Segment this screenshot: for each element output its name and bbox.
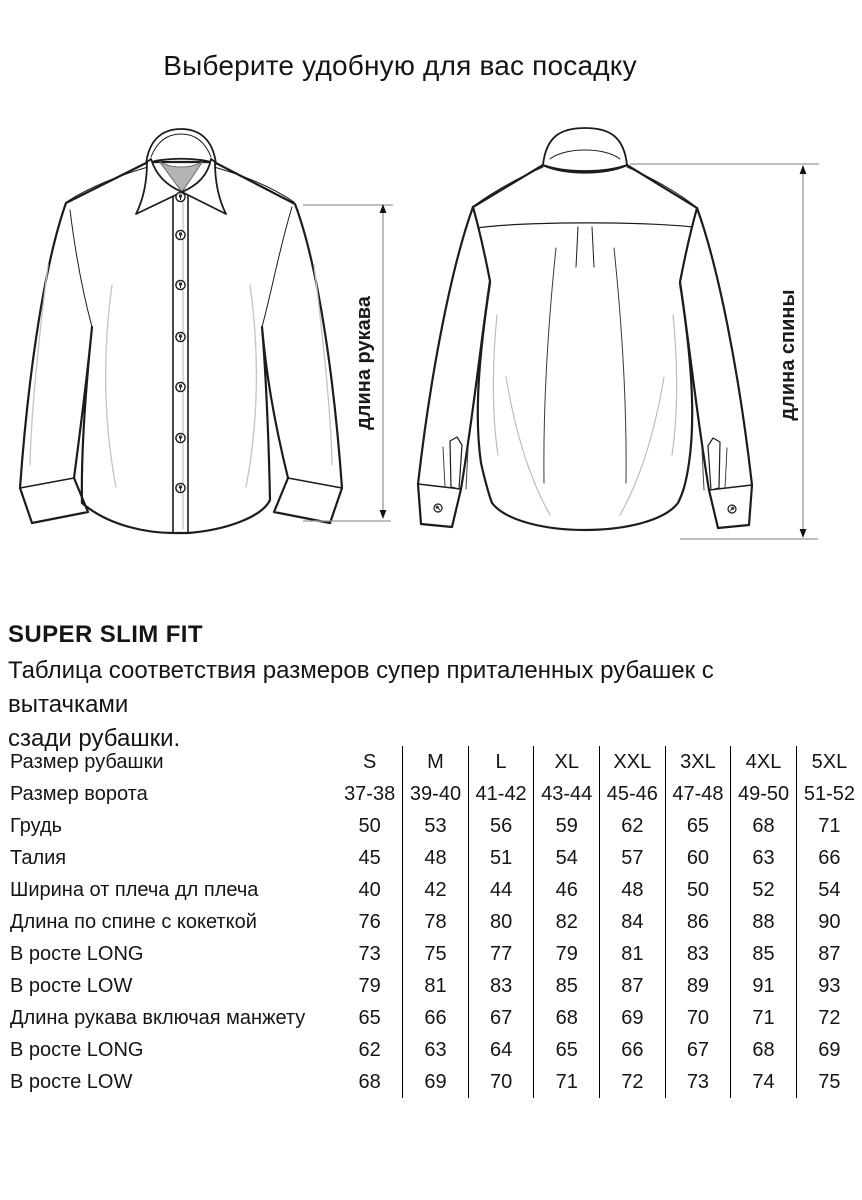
shirt-back-drawing (418, 128, 752, 530)
size-value-cell: 57 (600, 842, 666, 874)
size-value-cell: 72 (600, 1066, 666, 1098)
table-row (0, 906, 862, 938)
table-row (0, 842, 862, 874)
table-row (0, 1034, 862, 1066)
size-value-cell: 51-52 (803, 782, 855, 805)
size-value-cell: 40 (337, 874, 403, 906)
size-value-cell: 66 (403, 1002, 469, 1034)
size-value-cell: XL (534, 746, 600, 778)
size-value-cell: 37-38 (337, 778, 403, 810)
size-value-cell: L (468, 746, 534, 778)
row-label: Грудь (10, 814, 63, 837)
size-value-cell: 62 (600, 810, 666, 842)
row-label: В росте LONG (10, 942, 144, 965)
size-value-cell: 83 (665, 938, 731, 970)
row-label: Длина рукава включая манжету (10, 1006, 306, 1029)
description-line-1: Таблица соответствия размеров супер приталенных рубашек с вытачками (8, 657, 714, 718)
row-label: Талия (10, 846, 67, 869)
size-value-cell: 87 (818, 942, 841, 965)
table-row (0, 970, 862, 1002)
size-value-cell: 41-42 (468, 778, 534, 810)
row-label: Ширина от плеча дл плеча (10, 878, 259, 901)
row-label: Размер ворота (10, 782, 148, 805)
arrow-down-icon (800, 529, 807, 538)
table-row (0, 874, 862, 906)
table-row (0, 746, 862, 778)
size-value-cell: 50 (665, 874, 731, 906)
size-value-cell: 48 (403, 842, 469, 874)
size-value-cell: 44 (468, 874, 534, 906)
back-length-label: длина спины (777, 289, 799, 421)
size-value-cell: 63 (731, 842, 797, 874)
size-value-cell: M (403, 746, 469, 778)
size-value-cell: 80 (468, 906, 534, 938)
size-value-cell: 4XL (731, 746, 797, 778)
size-value-cell: XXL (600, 746, 666, 778)
size-value-cell: 73 (337, 938, 403, 970)
size-value-cell: 72 (818, 1006, 841, 1029)
size-value-cell: 50 (337, 810, 403, 842)
size-value-cell: 49-50 (731, 778, 797, 810)
size-value-cell: 66 (818, 846, 841, 869)
size-value-cell: 62 (337, 1034, 403, 1066)
size-value-cell: 69 (600, 1002, 666, 1034)
size-value-cell: 48 (600, 874, 666, 906)
size-value-cell: 59 (534, 810, 600, 842)
size-value-cell: 63 (403, 1034, 469, 1066)
size-value-cell: 68 (731, 1034, 797, 1066)
size-value-cell: 52 (731, 874, 797, 906)
row-label: В росте LOW (10, 1070, 133, 1093)
size-value-cell: 79 (337, 970, 403, 1002)
size-value-cell: 85 (534, 970, 600, 1002)
size-value-cell: 90 (818, 910, 841, 933)
table-row (0, 778, 862, 810)
size-value-cell: 74 (731, 1066, 797, 1098)
row-label: В росте LOW (10, 974, 133, 997)
size-value-cell: 68 (731, 810, 797, 842)
table-row (0, 1002, 862, 1034)
size-value-cell: 65 (337, 1002, 403, 1034)
size-value-cell: 64 (468, 1034, 534, 1066)
row-label: В росте LONG (10, 1038, 144, 1061)
size-value-cell: 73 (665, 1066, 731, 1098)
size-value-cell: S (337, 746, 403, 778)
size-value-cell: 47-48 (665, 778, 731, 810)
size-value-cell: 39-40 (403, 778, 469, 810)
arrow-up-icon (800, 165, 807, 174)
size-value-cell: 45-46 (600, 778, 666, 810)
size-value-cell: 81 (600, 938, 666, 970)
size-table (0, 746, 862, 1098)
size-value-cell: 42 (403, 874, 469, 906)
size-value-cell: 68 (337, 1066, 403, 1098)
table-row (0, 810, 862, 842)
row-label: Длина по спине с кокеткой (10, 910, 257, 933)
table-row (0, 938, 862, 970)
size-value-cell: 69 (818, 1038, 841, 1061)
size-value-cell: 85 (731, 938, 797, 970)
size-value-cell: 91 (731, 970, 797, 1002)
size-value-cell: 46 (534, 874, 600, 906)
size-value-cell: 54 (534, 842, 600, 874)
size-value-cell: 88 (731, 906, 797, 938)
size-value-cell: 68 (534, 1002, 600, 1034)
shirt-diagrams (0, 115, 862, 585)
size-value-cell: 71 (818, 814, 841, 837)
size-value-cell: 75 (818, 1070, 841, 1093)
size-value-cell: 76 (337, 906, 403, 938)
size-value-cell: 71 (731, 1002, 797, 1034)
size-value-cell: 45 (337, 842, 403, 874)
size-value-cell: 75 (403, 938, 469, 970)
size-value-cell: 81 (403, 970, 469, 1002)
size-value-cell: 83 (468, 970, 534, 1002)
size-value-cell: 69 (403, 1066, 469, 1098)
size-value-cell: 89 (665, 970, 731, 1002)
size-value-cell: 54 (818, 878, 841, 901)
size-value-cell: 70 (468, 1066, 534, 1098)
table-row (0, 1066, 862, 1098)
page-title: Выберите удобную для вас посадку (163, 50, 637, 81)
size-value-cell: 3XL (665, 746, 731, 778)
size-value-cell: 43-44 (534, 778, 600, 810)
size-value-cell: 79 (534, 938, 600, 970)
shirt-front-drawing (20, 129, 342, 533)
size-value-cell: 93 (818, 974, 841, 997)
row-label: Размер рубашки (10, 750, 164, 773)
size-value-cell: 67 (468, 1002, 534, 1034)
size-value-cell: 87 (600, 970, 666, 1002)
size-value-cell: 5XL (811, 750, 848, 773)
sleeve-length-label: длина рукава (353, 296, 375, 430)
size-value-cell: 67 (665, 1034, 731, 1066)
section-description (8, 654, 838, 756)
size-value-cell: 60 (665, 842, 731, 874)
section-heading: SUPER SLIM FIT (8, 621, 203, 648)
size-value-cell: 77 (468, 938, 534, 970)
size-value-cell: 82 (534, 906, 600, 938)
size-value-cell: 65 (534, 1034, 600, 1066)
description-line-2: сзади рубашки. (8, 725, 181, 752)
size-value-cell: 71 (534, 1066, 600, 1098)
size-value-cell: 70 (665, 1002, 731, 1034)
size-value-cell: 66 (600, 1034, 666, 1066)
size-value-cell: 84 (600, 906, 666, 938)
size-value-cell: 86 (665, 906, 731, 938)
size-value-cell: 56 (468, 810, 534, 842)
size-table-body (0, 746, 862, 1098)
arrow-down-icon (380, 510, 387, 519)
size-value-cell: 53 (403, 810, 469, 842)
size-value-cell: 65 (665, 810, 731, 842)
size-value-cell: 78 (403, 906, 469, 938)
size-value-cell: 51 (468, 842, 534, 874)
